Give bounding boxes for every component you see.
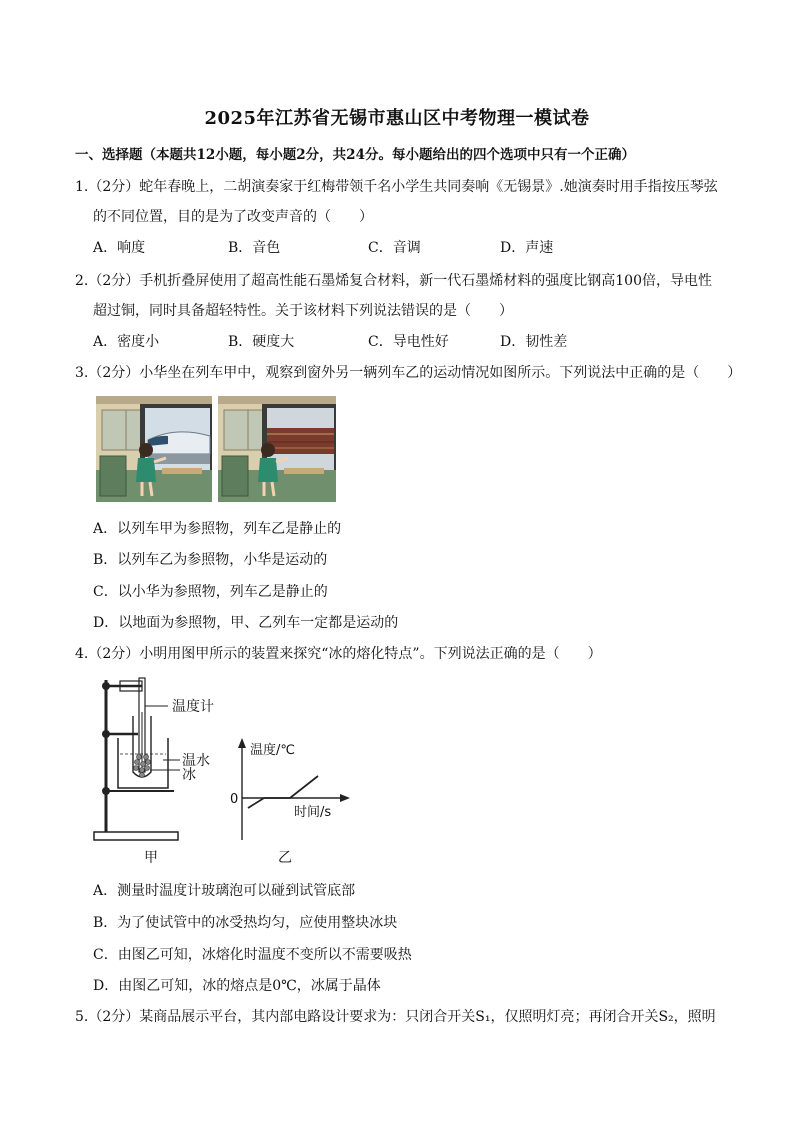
page-title: 2025年江苏省无锡市惠山区中考物理一模试卷	[204, 108, 590, 129]
question-2-line-1: 2.（2分）手机折叠屏使用了超高性能石墨烯复合材料，新一代石墨烯材料的强度比钢高100倍，导电性	[75, 273, 712, 289]
question-2-line-2: 超过铜，同时具备超轻特性。关于该材料下列说法错误的是（ ）	[93, 303, 513, 319]
section-heading: 一、选择题（本题共12小题，每小题2分，共24分。每小题给出的四个选项中只有一个正确）	[75, 147, 635, 163]
question-4-option-c: C．由图乙可知，冰熔化时温度不变所以不需要吸热	[93, 947, 412, 963]
question-2-option-d: D．韧性差	[500, 334, 568, 350]
question-5-line-1: 5.（2分）某商品展示平台，其内部电路设计要求为：只闭合开关S₁，仅照明灯亮；再闭合开关S₂，照明	[75, 1009, 716, 1025]
train-panel-2	[218, 396, 336, 502]
question-1-line-1: 1.（2分）蛇年春晚上，二胡演奏家于红梅带领千名小学生共同奏响《无锡景》.她演奏时用手指按压琴弦	[75, 179, 718, 195]
question-3-option-d: D．以地面为参照物，甲、乙列车一定都是运动的	[93, 615, 399, 631]
warm-water-label: 温水	[182, 753, 210, 769]
question-1-option-a: A．响度	[93, 240, 146, 256]
question-4-option-d: D．由图乙可知，冰的熔点是0℃，冰属于晶体	[93, 978, 381, 994]
caption-b: 乙	[278, 850, 292, 866]
train-panel-1	[96, 396, 212, 502]
question-4-option-a: A．测量时温度计玻璃泡可以碰到试管底部	[93, 883, 356, 899]
ice-melting-apparatus	[88, 672, 358, 868]
question-3-option-a: A．以列车甲为参照物，列车乙是静止的	[93, 521, 342, 537]
question-4-option-b: B．为了使试管中的冰受热均匀，应使用整块冰块	[93, 915, 398, 931]
caption-a: 甲	[144, 850, 158, 866]
graph-origin: 0	[230, 792, 239, 807]
train-illustration	[96, 396, 336, 502]
question-1-line-2: 的不同位置，目的是为了改变声音的（ ）	[93, 209, 373, 225]
ice-label: 冰	[182, 767, 196, 783]
question-1-option-d: D．声速	[500, 240, 554, 256]
question-2-option-b: B．硬度大	[228, 334, 295, 350]
question-2-option-a: A．密度小	[93, 334, 160, 350]
graph-ylabel: 温度/℃	[250, 743, 295, 758]
question-3-option-c: C．以小华为参照物，列车乙是静止的	[93, 584, 328, 600]
question-2-option-c: C．导电性好	[368, 334, 449, 350]
graph-xlabel: 时间/s	[294, 805, 332, 820]
question-3-line-1: 3.（2分）小华坐在列车甲中，观察到窗外另一辆列车乙的运动情况如图所示。下列说法中正确的是（ ）	[75, 365, 742, 381]
question-4-line-1: 4.（2分）小明用图甲所示的装置来探究“冰的熔化特点”。下列说法正确的是（ ）	[75, 646, 602, 662]
question-3-option-b: B．以列车乙为参照物，小华是运动的	[93, 552, 328, 568]
thermometer-label: 温度计	[172, 699, 214, 715]
question-1-option-b: B．音色	[228, 240, 281, 256]
question-1-option-c: C．音调	[368, 240, 421, 256]
